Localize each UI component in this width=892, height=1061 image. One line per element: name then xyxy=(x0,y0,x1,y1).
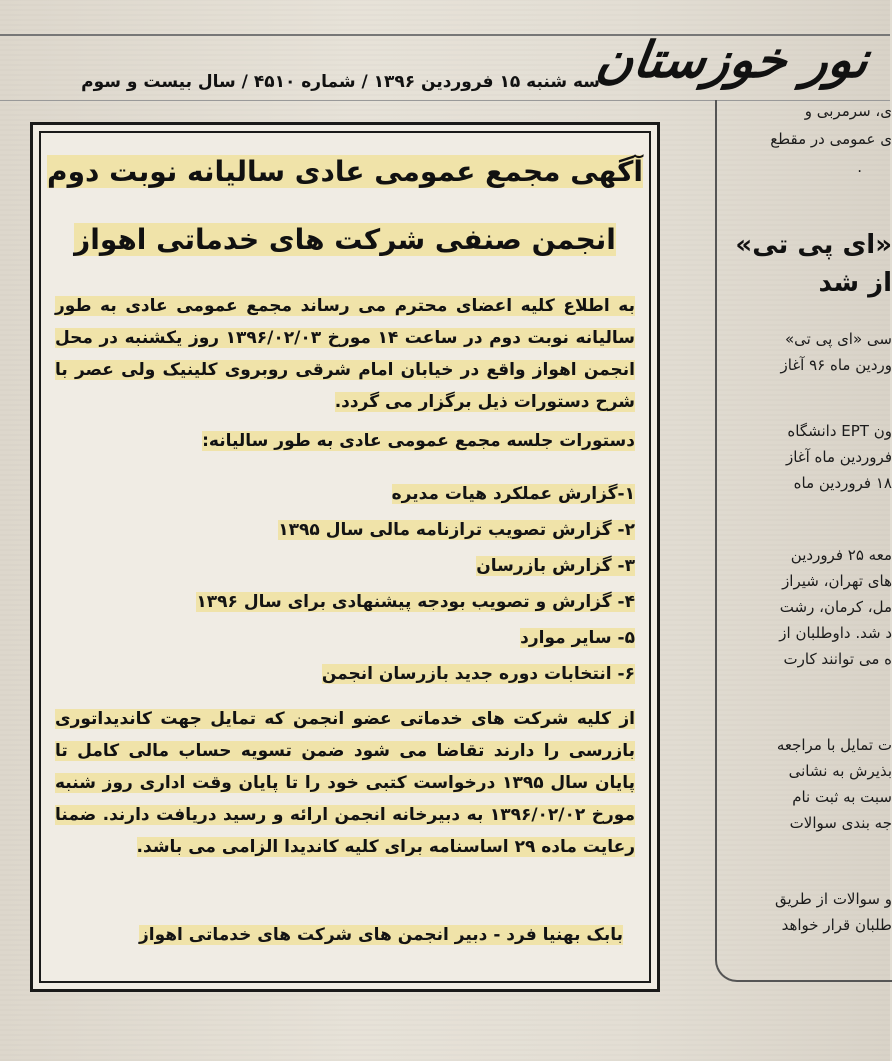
notice-title-text: آگهی مجمع عمومی عادی سالیانه نوبت دوم xyxy=(47,155,643,188)
side-text-line: ه می توانند کارت xyxy=(783,650,892,668)
notice-signature xyxy=(139,925,623,945)
agenda-item-text: ۴- گزارش و تصویب بودجه پیشنهادی برای سال ۱۳۹۶ xyxy=(196,592,635,612)
side-text-line: های تهران، شیراز xyxy=(782,572,892,590)
side-text-line: ۱۸ فروردین ماه xyxy=(793,474,892,492)
side-text-line: معه ۲۵ فروردین xyxy=(790,546,892,564)
agenda-item xyxy=(278,520,635,540)
notice-box xyxy=(30,122,660,992)
side-text-line: سبت به ثبت نام xyxy=(792,788,892,806)
candidates-paragraph xyxy=(55,703,635,863)
agenda-item-text: ۱-گزارش عملکرد هیات مدیره xyxy=(391,484,635,504)
masthead xyxy=(0,18,890,102)
side-text-line: بذیرش به نشانی xyxy=(788,762,892,780)
notice-title xyxy=(33,155,657,188)
agenda-item xyxy=(322,664,635,684)
side-text-line: ت تمایل با مراجعه xyxy=(776,736,892,754)
side-text-line: و سوالات از طریق xyxy=(774,890,892,908)
newspaper-logo: نور خوزستان xyxy=(592,30,873,89)
side-text-line: ی عمومی در مقطع xyxy=(770,130,892,148)
side-headline: از شد xyxy=(818,268,892,298)
side-text-line: ون EPT دانشگاه xyxy=(787,422,892,440)
side-text-line: ی، سرمربی و xyxy=(804,102,892,120)
side-headline: «ای پی تی» xyxy=(735,230,892,260)
notice-subtitle-text: انجمن صنفی شرکت های خدماتی اهواز xyxy=(74,223,616,256)
agenda-item-text: ۲- گزارش تصویب ترازنامه مالی سال ۱۳۹۵ xyxy=(278,520,635,540)
agenda-item-text: ۶- انتخابات دوره جدید بازرسان انجمن xyxy=(321,664,635,684)
side-article xyxy=(715,100,892,982)
side-text-line: فروردین ماه آغاز xyxy=(785,448,892,466)
agenda-item xyxy=(476,556,635,576)
side-text-line: . xyxy=(857,158,862,176)
side-text-line: طلبان قرار خواهد xyxy=(781,916,892,934)
agenda-item xyxy=(196,592,635,612)
agenda-item-text: ۵- سایر موارد xyxy=(520,628,635,648)
agenda-heading-text: دستورات جلسه مجمع عمومی عادی به طور سالیانه: xyxy=(202,431,635,451)
issue-date-line: سه شنبه ۱۵ فروردین ۱۳۹۶ / شماره ۴۵۱۰ / سال بیست و سوم xyxy=(81,72,600,92)
side-text-line: جه بندی سوالات xyxy=(789,814,892,832)
candidates-text: از کلیه شرکت های خدماتی عضو انجمن که تمایل جهت کاندیداتوری بازرسی را دارند تقاضا می شود ضمن تسویه حساب مالی کامل تا پایان سال ۱۳۹۵ درخواست کتبی خود را تا پایان وقت اداری روز شنبه مورخ ۱۳۹۶/۰۲/۰۲ به دبیرخانه انجمن ارائه و رسید دریافت دارند. ضمنا رعایت ماده ۲۹ اساسنامه برای کلیه کاندیدا الزامی می باشد. xyxy=(55,709,636,857)
notice-intro xyxy=(55,290,635,418)
agenda-item-text: ۳- گزارش بازرسان xyxy=(476,556,635,576)
notice-intro-text: به اطلاع کلیه اعضای محترم می رساند مجمع عمومی عادی به طور سالیانه نوبت دوم در ساعت ۱۴ مورخ ۱۳۹۶/۰۲/۰۳ روز یکشنبه در محل انجمن اهواز واقع در خیابان امام شرقی روبروی کلینیک ولی عصر با شرح دستورات ذیل برگزار می گردد. xyxy=(55,296,635,412)
agenda-item xyxy=(520,628,635,648)
side-text-line: وردین ماه ۹۶ آغاز xyxy=(780,356,892,374)
side-text-line: مل، کرمان، رشت xyxy=(779,598,892,616)
signature-text: بابک بهنیا فرد - دبیر انجمن های شرکت های خدماتی اهواز xyxy=(138,925,623,945)
notice-subtitle xyxy=(33,223,657,256)
side-text-line: د شد. داوطلبان از xyxy=(779,624,892,642)
agenda-item xyxy=(392,484,635,504)
side-text-line: سی «ای پی تی» xyxy=(785,330,892,348)
agenda-heading xyxy=(55,425,635,457)
